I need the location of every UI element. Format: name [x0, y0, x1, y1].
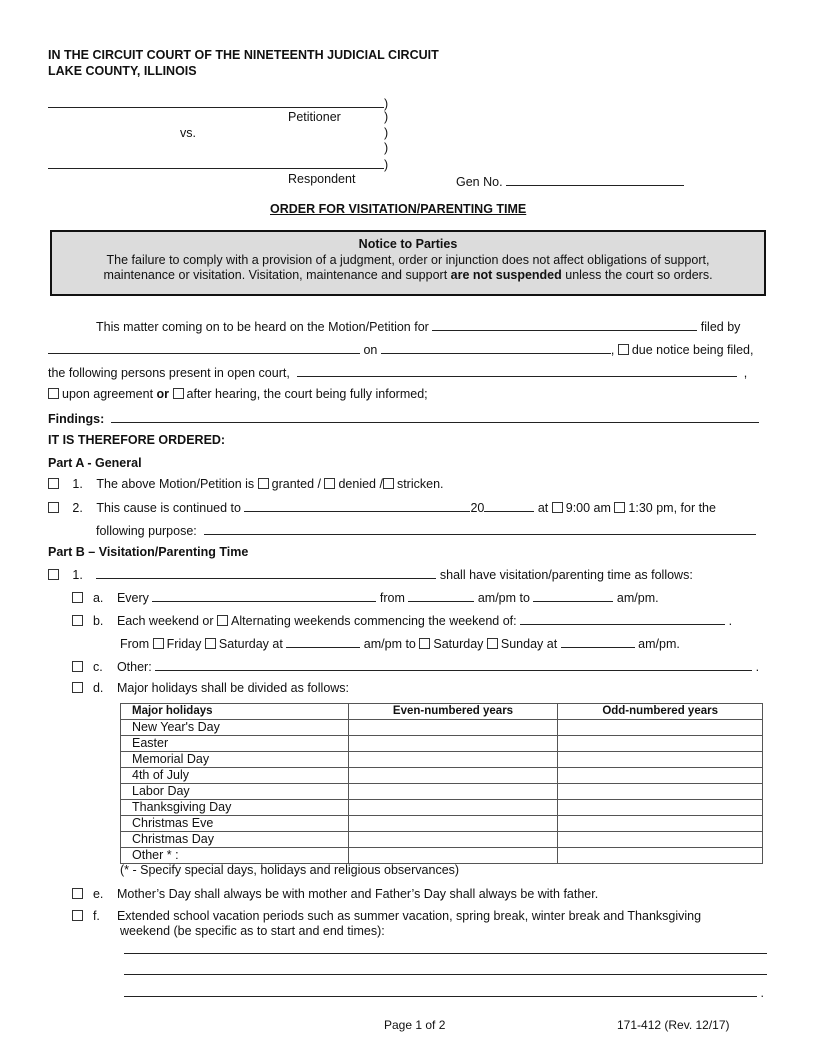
notice-line1: The failure to comply with a provision of a judgment, order or injunction does not affect obligations of support,	[106, 252, 710, 267]
item-f-checkbox[interactable]	[72, 910, 83, 921]
pm-label: 1:30 pm, for the	[628, 501, 716, 515]
holiday-name: Labor Day	[121, 784, 349, 800]
item-c-checkbox[interactable]	[72, 661, 83, 672]
page-number: Page 1 of 2	[384, 1018, 446, 1032]
odd-years-cell[interactable]	[558, 736, 763, 752]
ampm-label: am/pm.	[616, 591, 659, 605]
year-field[interactable]	[484, 499, 534, 512]
item-b-checkbox[interactable]	[72, 615, 83, 626]
odd-years-cell[interactable]	[558, 816, 763, 832]
odd-years-cell[interactable]	[558, 848, 763, 864]
start-time-field[interactable]	[286, 635, 360, 648]
item-b1-checkbox[interactable]	[48, 569, 59, 580]
table-row	[121, 784, 763, 800]
granted-checkbox[interactable]	[258, 478, 269, 489]
denied-checkbox[interactable]	[324, 478, 335, 489]
stricken-checkbox[interactable]	[383, 478, 394, 489]
page-title: ORDER FOR VISITATION/PARENTING TIME	[270, 202, 527, 216]
from-time-field[interactable]	[408, 589, 474, 602]
even-years-cell[interactable]	[348, 736, 558, 752]
item-a2-text: This cause is continued to	[96, 501, 241, 515]
table-row	[121, 816, 763, 832]
even-years-cell[interactable]	[348, 784, 558, 800]
period: .	[760, 986, 764, 1000]
period: .	[728, 614, 733, 628]
alternating-label: Alternating weekends commencing the weekend of:	[231, 614, 517, 628]
or-label: or	[156, 387, 170, 401]
item-a-checkbox[interactable]	[72, 592, 83, 603]
comma: ,	[743, 366, 748, 380]
gen-no-field[interactable]	[506, 173, 684, 186]
person-field[interactable]	[96, 566, 436, 579]
other-field[interactable]	[155, 658, 752, 671]
odd-years-cell[interactable]	[558, 720, 763, 736]
table-row	[121, 768, 763, 784]
vacation-text: Extended school vacation periods such as summer vacation, spring break, winter break and Thanksgiving	[116, 909, 702, 923]
am-label: 9:00 am	[565, 501, 611, 515]
holiday-name: 4th of July	[121, 768, 349, 784]
table-row	[121, 848, 763, 864]
ampm-label: am/pm.	[638, 637, 680, 651]
notice-box	[50, 230, 766, 296]
holiday-name: Christmas Day	[121, 832, 349, 848]
column-header: Even-numbered years	[348, 704, 558, 720]
paren: )	[384, 126, 389, 140]
form-number: 171-412 (Rev. 12/17)	[617, 1018, 730, 1032]
column-header: Major holidays	[121, 704, 349, 720]
respondent-label: Respondent	[288, 172, 356, 186]
at-label: at	[537, 501, 549, 515]
am-checkbox[interactable]	[552, 502, 563, 513]
table-row	[121, 832, 763, 848]
even-years-cell[interactable]	[348, 832, 558, 848]
respondent-name-field[interactable]	[48, 156, 384, 169]
odd-years-cell[interactable]	[558, 784, 763, 800]
every-label: Every	[116, 591, 149, 605]
column-header: Odd-numbered years	[558, 704, 763, 720]
granted-label: granted /	[271, 477, 321, 491]
persons-present-field[interactable]	[297, 364, 737, 377]
period: .	[755, 660, 760, 674]
sunday-checkbox[interactable]	[487, 638, 498, 649]
paren: )	[384, 97, 389, 111]
even-years-cell[interactable]	[348, 800, 558, 816]
odd-years-cell[interactable]	[558, 832, 763, 848]
due-notice-checkbox[interactable]	[618, 344, 629, 355]
notice-heading: Notice to Parties	[358, 237, 458, 251]
mothers-day-text: Mother’s Day shall always be with mother and Father’s Day shall always be with father.	[116, 887, 599, 901]
holiday-name: New Year's Day	[121, 720, 349, 736]
item-letter: b.	[92, 614, 104, 628]
upon-agreement-label: upon agreement	[62, 387, 154, 401]
on-label: on	[363, 343, 378, 357]
sunday-label: Sunday at	[500, 637, 558, 651]
holiday-name: Other * :	[121, 848, 349, 864]
table-row	[121, 736, 763, 752]
friday-label: Friday	[166, 637, 202, 651]
each-weekend-label: Each weekend or	[116, 614, 214, 628]
table-header-row	[121, 704, 763, 720]
holiday-name: Memorial Day	[121, 752, 349, 768]
table-row	[121, 720, 763, 736]
to-label: am/pm to	[363, 637, 416, 651]
item-number: 2.	[72, 501, 83, 515]
vacation-field[interactable]	[124, 984, 757, 997]
petitioner-name-field[interactable]	[48, 95, 384, 108]
court-name: IN THE CIRCUIT COURT OF THE NINETEENTH JUDICIAL CIRCUIT	[48, 48, 439, 62]
item-e-checkbox[interactable]	[72, 888, 83, 899]
to-time-field[interactable]	[533, 589, 613, 602]
from-label: from	[379, 591, 405, 605]
even-years-cell[interactable]	[348, 816, 558, 832]
purpose-label: following purpose:	[96, 524, 197, 538]
intro-text: This matter coming on to be heard on the Motion/Petition for	[96, 320, 429, 334]
from-label: From	[120, 637, 150, 651]
after-hearing-label: after hearing, the court being fully informed;	[186, 387, 428, 401]
holidays-table	[120, 703, 763, 864]
saturday-label: Saturday at	[218, 637, 283, 651]
findings-field[interactable]	[111, 410, 759, 423]
saturday-end-checkbox[interactable]	[419, 638, 430, 649]
odd-years-cell[interactable]	[558, 768, 763, 784]
vacation-field[interactable]	[124, 941, 767, 954]
gen-no-label: Gen No.	[456, 175, 503, 189]
county-name: LAKE COUNTY, ILLINOIS	[48, 64, 197, 78]
year-prefix: 20	[470, 501, 485, 515]
after-hearing-checkbox[interactable]	[173, 388, 184, 399]
item-number: 1.	[72, 568, 83, 582]
item-a2-checkbox[interactable]	[48, 502, 59, 513]
motion-field[interactable]	[432, 318, 697, 331]
item-b1-text: shall have visitation/parenting time as follows:	[439, 568, 693, 582]
table-note: (* - Specify special days, holidays and religious observances)	[120, 863, 460, 877]
filed-by-label: filed by	[700, 320, 741, 334]
saturday-end-label: Saturday	[433, 637, 484, 651]
item-number: 1.	[72, 477, 83, 491]
paren: )	[384, 141, 389, 155]
holiday-name: Thanksgiving Day	[121, 800, 349, 816]
date-field[interactable]	[381, 341, 611, 354]
notice-line2: maintenance or visitation. Visitation, maintenance and support are not suspended unless the court so orders.	[103, 268, 713, 282]
vacation-text-cont: weekend (be specific as to start and end times):	[120, 924, 385, 938]
comma: ,	[610, 343, 615, 357]
even-years-cell[interactable]	[348, 848, 558, 864]
paren: )	[384, 158, 389, 172]
even-years-cell[interactable]	[348, 768, 558, 784]
part-a-heading: Part A	[48, 456, 84, 470]
denied-label: denied /	[338, 477, 383, 491]
stricken-label: stricken.	[396, 477, 444, 491]
item-letter: d.	[92, 681, 104, 695]
table-row	[121, 800, 763, 816]
odd-years-cell[interactable]	[558, 800, 763, 816]
to-label: am/pm to	[477, 591, 530, 605]
part-b-heading: Part B – Visitation/Parenting Time	[48, 545, 249, 559]
item-letter: c.	[92, 660, 103, 674]
ordered-heading: IT IS THEREFORE ORDERED:	[48, 433, 226, 447]
item-a1-checkbox[interactable]	[48, 478, 59, 489]
upon-agreement-checkbox[interactable]	[48, 388, 59, 399]
item-letter: a.	[92, 591, 104, 605]
weekend-start-field[interactable]	[520, 612, 725, 625]
holiday-name: Easter	[121, 736, 349, 752]
odd-years-cell[interactable]	[558, 752, 763, 768]
vs-label: vs.	[180, 126, 196, 140]
due-notice-label: due notice being filed,	[631, 343, 754, 357]
part-a-heading-rest: - General	[83, 456, 142, 470]
other-label: Other:	[116, 660, 152, 674]
item-a1-text: The above Motion/Petition is	[96, 477, 255, 491]
filed-by-field[interactable]	[48, 341, 360, 354]
findings-label: Findings:	[48, 412, 105, 426]
item-d-checkbox[interactable]	[72, 682, 83, 693]
holiday-name: Christmas Eve	[121, 816, 349, 832]
petitioner-label: Petitioner	[288, 110, 341, 124]
purpose-field[interactable]	[204, 522, 756, 535]
table-row	[121, 752, 763, 768]
paren: )	[384, 110, 389, 124]
every-field[interactable]	[152, 589, 376, 602]
even-years-cell[interactable]	[348, 720, 558, 736]
saturday-checkbox[interactable]	[205, 638, 216, 649]
alternating-checkbox[interactable]	[217, 615, 228, 626]
even-years-cell[interactable]	[348, 752, 558, 768]
friday-checkbox[interactable]	[153, 638, 164, 649]
end-time-field[interactable]	[561, 635, 635, 648]
vacation-field[interactable]	[124, 962, 767, 975]
pm-checkbox[interactable]	[614, 502, 625, 513]
holidays-label: Major holidays shall be divided as follows:	[116, 681, 350, 695]
persons-present-label: the following persons present in open court,	[48, 366, 290, 380]
item-letter: e.	[92, 887, 104, 901]
continued-date-field[interactable]	[244, 499, 470, 512]
item-letter: f.	[92, 909, 100, 923]
